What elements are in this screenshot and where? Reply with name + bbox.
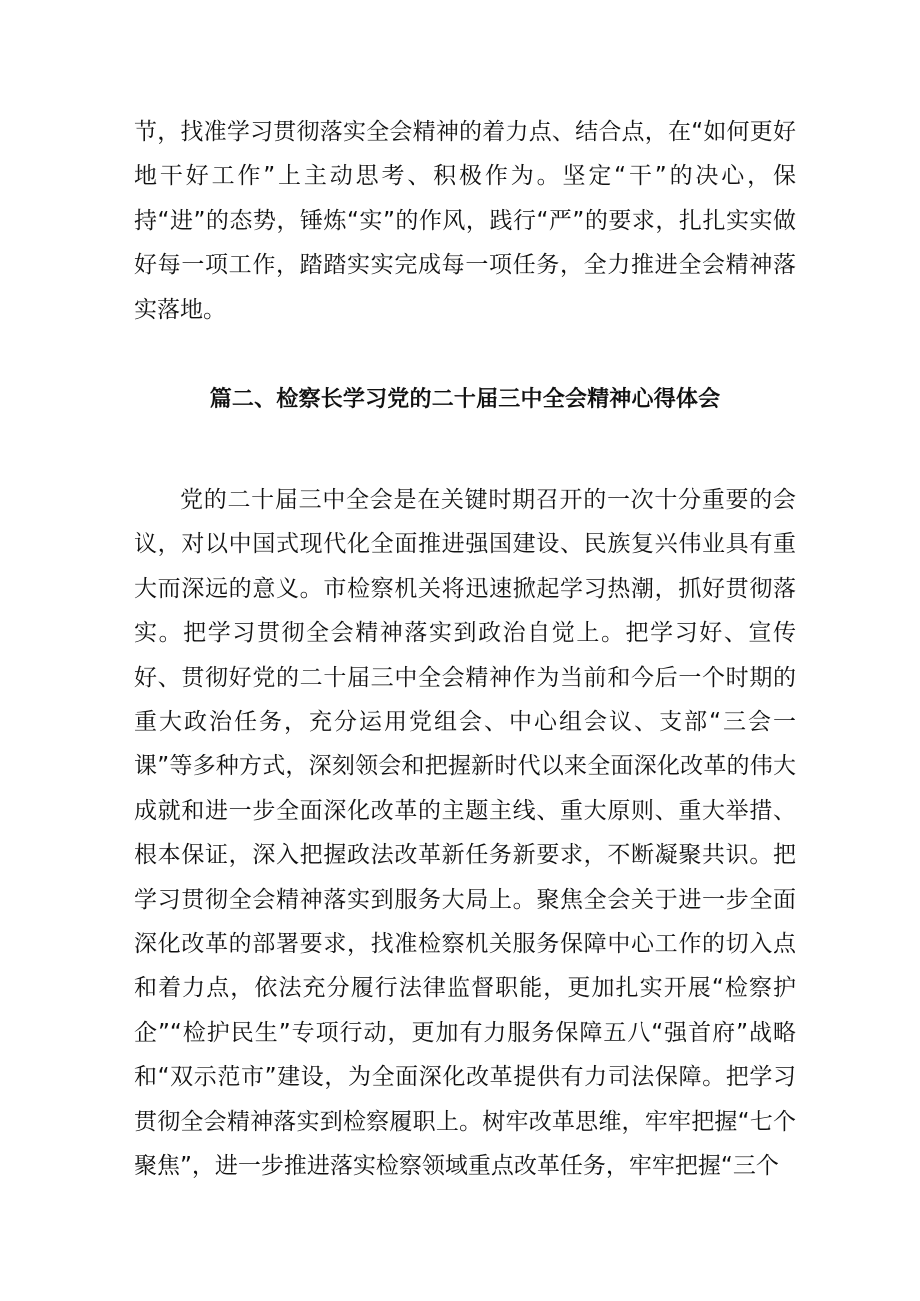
paragraph-body: 党的二十届三中全会是在关键时期召开的一次十分重要的会议，对以中国式现代化全面推进强国建设、民族复兴伟业具有重大而深远的意义。市检察机关将迅速掀起学习热潮，抓好贯彻落实。把学习贯彻全会精神落实到政治自觉上。把学习好、宣传好、贯彻好党的二十届三中全会精神作为当前和今后一个时期的重大政治任务，充分运用党组会、中心组会议、支部“三会一课”等多种方式，深刻领会和把握新时代以来全面深化改革的伟大成就和进一步全面深化改革的主题主线、重大原则、重大举措、根本保证，深入把握政法改革新任务新要求，不断凝聚共识。把学习贯彻全会精神落实到服务大局上。聚焦全会关于进一步全面深化改革的部署要求，找准检察机关服务保障中心工作的切入点和着力点，依法充分履行法律监督职能，更加扎实开展“检察护企”“检护民生”专项行动，更加有力服务保障五八“强首府”战略和“双示范市”建设，为全面深化改革提供有力司法保障。把学习贯彻全会精神落实到检察履职上。树牢改革思维，牢牢把握“七个聚焦”，进一步推进落实检察领域重点改革任务，牢牢把握“三个: [134, 487, 796, 1180]
paragraph-continuation: 节，找准学习贯彻落实全会精神的着力点、结合点，在“如何更好地干好工作”上主动思考、积极作为。坚定“干”的决心，保持“进”的态势，锤炼“实”的作风，践行“严”的要求，扎扎实实做好每一项工作，踏踏实实完成每一项任务，全力推进全会精神落实落地。: [134, 119, 796, 323]
section-title: 篇二、检察长学习党的二十届三中全会精神心得体会: [209, 387, 721, 412]
